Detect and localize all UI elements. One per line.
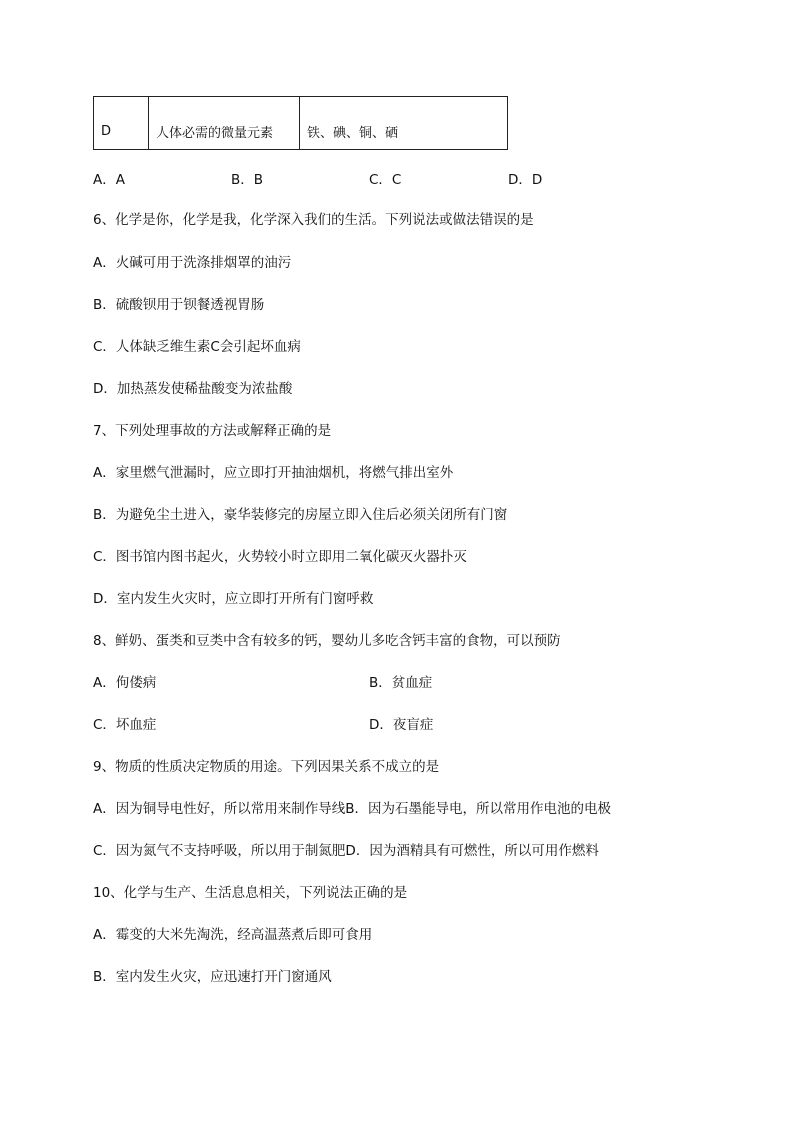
q5-option-d: D．D xyxy=(508,172,543,188)
q7-stem: 7、下列处理事故的方法或解释正确的是 xyxy=(93,423,332,439)
q6-option-d: D．加热蒸发使稀盐酸变为浓盐酸 xyxy=(93,381,293,397)
q8-option-c: C．坏血症 xyxy=(93,717,157,733)
table-cell-category: 人体必需的微量元素 xyxy=(149,97,300,150)
q6-option-c: C．人体缺乏维生素C会引起坏血病 xyxy=(93,339,301,355)
answer-table-fragment xyxy=(93,96,508,150)
q7-option-b: B．为避免尘土进入，豪华装修完的房屋立即入住后必须关闭所有门窗 xyxy=(93,507,508,523)
q9-options-line-1: A．因为铜导电性好，所以常用来制作导线B．因为石墨能导电，所以常用作电池的电极 xyxy=(93,801,611,817)
q6-option-a: A．火碱可用于洗涤排烟罩的油污 xyxy=(93,255,292,271)
q8-option-b: B．贫血症 xyxy=(369,675,433,691)
q6-stem: 6、化学是你，化学是我，化学深入我们的生活。下列说法或做法错误的是 xyxy=(93,212,534,228)
q7-option-a: A．家里燃气泄漏时，应立即打开抽油烟机，将燃气排出室外 xyxy=(93,465,454,481)
q5-option-a: A．A xyxy=(93,172,125,188)
q8-option-a: A．佝偻病 xyxy=(93,675,157,691)
table-row xyxy=(94,97,508,150)
q7-option-d: D．室内发生火灾时，应立即打开所有门窗呼救 xyxy=(93,591,374,607)
q9-options-line-2: C．因为氮气不支持呼吸，所以用于制氮肥D．因为酒精具有可燃性，所以可用作燃料 xyxy=(93,843,599,859)
q10-stem: 10、化学与生产、生活息息相关，下列说法正确的是 xyxy=(93,885,408,901)
q7-option-c: C．图书馆内图书起火，火势较小时立即用二氧化碳灭火器扑灭 xyxy=(93,549,467,565)
q10-option-b: B．室内发生火灾，应迅速打开门窗通风 xyxy=(93,969,332,985)
table-cell-items: 铁、碘、铜、硒 xyxy=(300,97,508,150)
q9-stem: 9、物质的性质决定物质的用途。下列因果关系不成立的是 xyxy=(93,759,440,775)
q5-option-b: B．B xyxy=(231,172,264,188)
q8-stem: 8、鲜奶、蛋类和豆类中含有较多的钙，婴幼儿多吃含钙丰富的食物，可以预防 xyxy=(93,633,561,649)
q5-option-c: C．C xyxy=(369,172,402,188)
q6-option-b: B．硫酸钡用于钡餐透视胃肠 xyxy=(93,297,265,313)
q10-option-a: A．霉变的大米先淘洗，经高温蒸煮后即可食用 xyxy=(93,927,373,943)
table-cell-letter: D xyxy=(94,97,149,150)
q8-option-d: D．夜盲症 xyxy=(369,717,434,733)
